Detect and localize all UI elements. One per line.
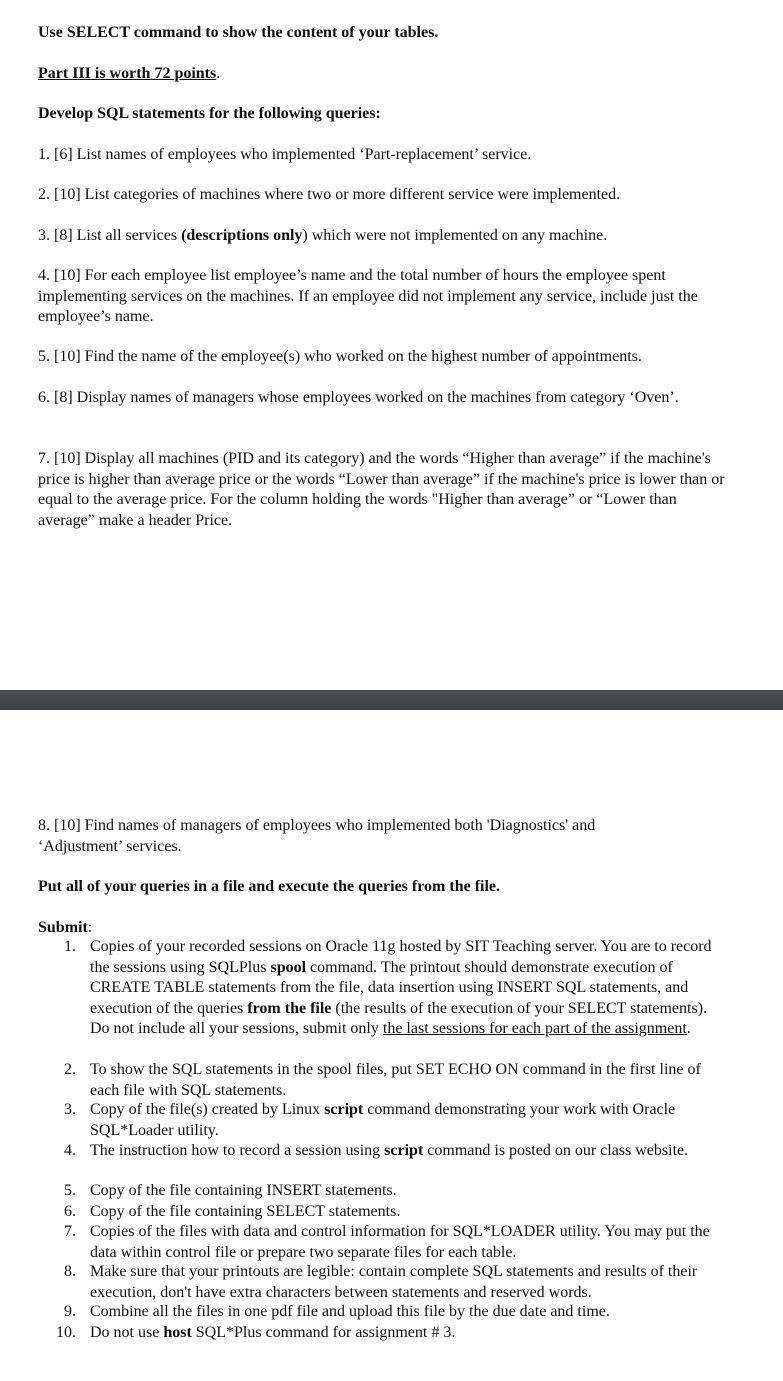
list-item-number: 6. (64, 1203, 76, 1220)
list-item-number: 5. (64, 1182, 76, 1199)
item-4-bold-script: script (384, 1142, 424, 1159)
submit-heading (38, 918, 738, 939)
list-item-number: 1. (64, 938, 76, 955)
item-10-text-a: Do not use (90, 1324, 164, 1341)
queries-heading: Develop SQL statements for the following queries: (38, 105, 381, 122)
list-item-number: 3. (64, 1101, 76, 1118)
list-item-text (90, 1323, 730, 1344)
query-3-text-a: 3. [8] List all services (38, 227, 182, 244)
query-8: 8. [10] Find names of managers of employees who implemented both 'Diagnostics' and ‘Adjustment’ services. (38, 817, 596, 855)
query-4: 4. [10] For each employee list employee’s name and the total number of hours the employee spent implementing services on the machines. If an employee did not implement any service, include just the employee’s name. (38, 267, 698, 325)
list-item-number: 9. (64, 1303, 76, 1320)
item-1-underline: the last sessions for each part of the assignment (382, 1020, 687, 1037)
item-1-bold-file: from the file (247, 999, 332, 1017)
list-item-number: 7. (64, 1223, 76, 1240)
query-3-text-b: ) which were not implemented on any machine. (302, 227, 608, 244)
document-page-2 (0, 710, 783, 1381)
item-1-text-a: Copies of your recorded sessions on Oracle 11g hosted by SIT Teaching server. You are to record the sessions using SQLPlus (90, 938, 712, 976)
query-6: 6. [8] Display names of managers whose employees worked on the machines from category ‘Oven’. (38, 389, 679, 406)
item-1-text-b: command. The printout should demonstrate execution of CREATE TABLE statements from the file, data insertion using INSERT SQL statements, and execution of the queries (90, 958, 689, 1017)
item-1-text-d: . (686, 1020, 691, 1037)
item-3-text-b: command demonstrating your work with Oracle SQL*Loader utility. (90, 1101, 676, 1139)
item-1-bold-spool: spool (270, 958, 307, 976)
item-10-bold-host: host (163, 1324, 192, 1341)
list-item-text: Copy of the file containing INSERT statements. (90, 1182, 397, 1199)
query-3 (38, 226, 738, 247)
list-item-number: 4. (64, 1142, 76, 1159)
query-3-bold: (descriptions only (181, 227, 303, 244)
list-item-text (90, 1141, 700, 1162)
page-divider (0, 690, 783, 710)
list-item-text (90, 1100, 700, 1141)
part-points (38, 64, 738, 85)
intro-instruction: Use SELECT command to show the content of your tables. (38, 24, 439, 41)
submit-colon: : (87, 919, 93, 936)
query-1: 1. [6] List names of employees who implemented ‘Part-replacement’ service. (38, 146, 532, 163)
item-4-text-a: The instruction how to record a session using (90, 1142, 385, 1159)
list-item-number: 10. (56, 1324, 76, 1341)
list-item-number: 8. (64, 1263, 76, 1280)
submit-label: Submit (38, 919, 88, 936)
list-item-text: To show the SQL statements in the spool files, put SET ECHO ON command in the first line of each file with SQL statements. (90, 1061, 701, 1099)
list-item-text (90, 937, 725, 1040)
list-item-text: Copy of the file containing SELECT statements. (90, 1203, 401, 1220)
document-page-1 (0, 0, 783, 690)
list-item-text: Combine all the files in one pdf file and upload this file by the due date and time. (90, 1303, 610, 1320)
list-item-text: Make sure that your printouts are legible: contain complete SQL statements and results of their execution, don't have extra characters between statements and reserved words. (90, 1263, 698, 1301)
query-5: 5. [10] Find the name of the employee(s) who worked on the highest number of appointments. (38, 348, 642, 365)
put-all-instruction: Put all of your queries in a file and execute the queries from the file. (38, 878, 501, 895)
item-10-text-b: SQL*Plus command for assignment # 3. (191, 1324, 456, 1341)
item-3-text-a: Copy of the file(s) created by Linux (90, 1101, 325, 1118)
part-points-tail: . (216, 65, 221, 82)
part-points-label: Part III is worth 72 points (38, 65, 217, 82)
query-7: 7. [10] Display all machines (PID and its category) and the words “Higher than average” if the machine's price is higher than average price or the words “Lower than average” if the machine's price is lower than or equal to the average price. For the column holding the words "Higher than average” or “Lower than average” make a header Price. (38, 450, 725, 529)
item-1-text-c: (the results of the execution of your SELECT statements). Do not include all your sessions, submit only (90, 999, 708, 1037)
query-2: 2. [10] List categories of machines where two or more different service were implemented. (38, 186, 621, 203)
list-item-text: Copies of the files with data and control information for SQL*LOADER utility. You may put the data within control file or prepare two separate files for each table. (90, 1223, 710, 1261)
list-item-number: 2. (64, 1061, 76, 1078)
item-3-bold-script: script (324, 1101, 364, 1118)
item-4-text-b: command is posted on our class website. (423, 1142, 689, 1159)
